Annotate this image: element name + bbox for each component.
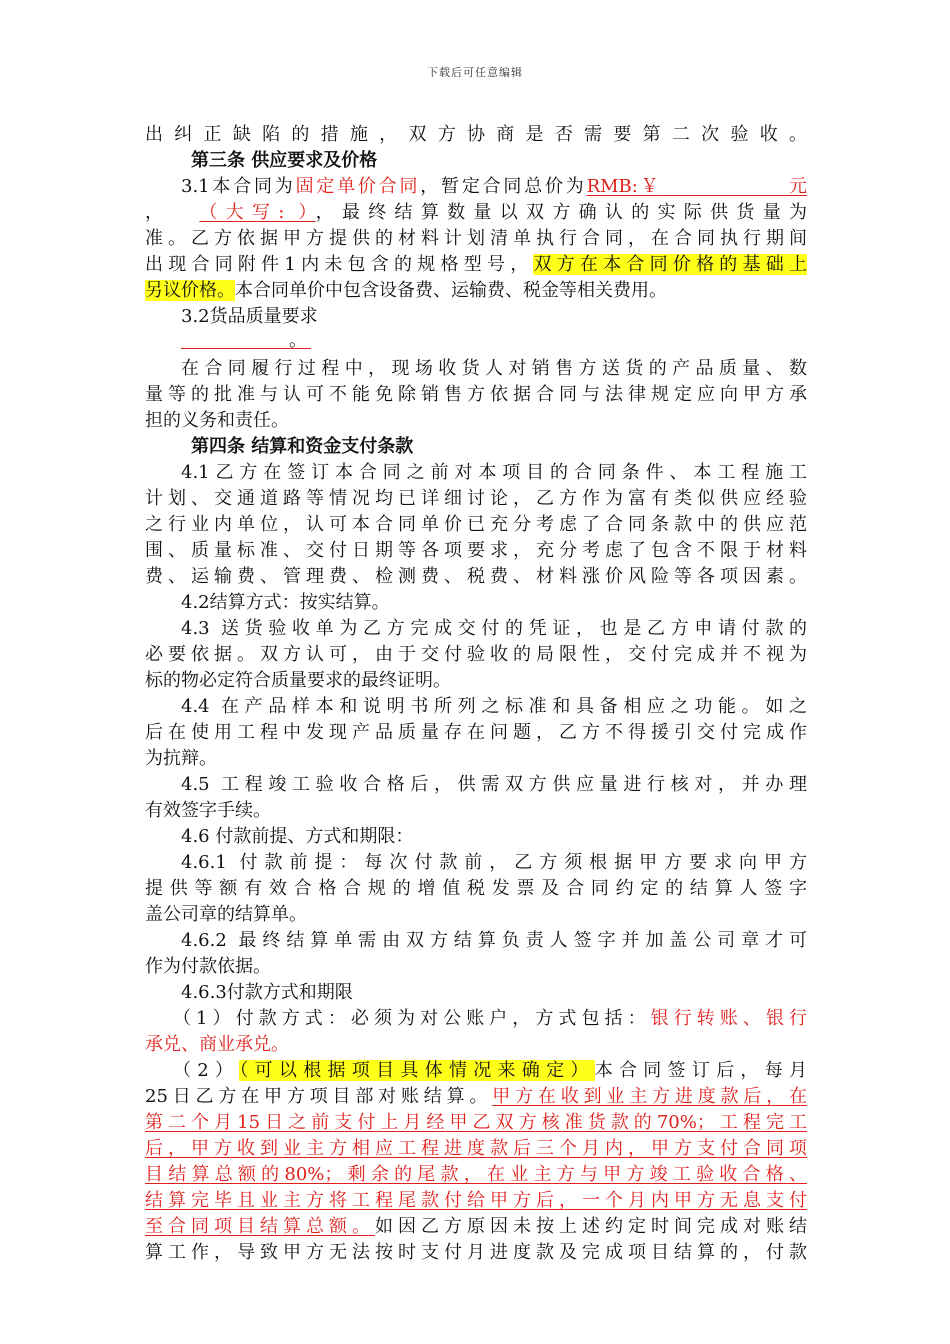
text-line: 提供等额有效合格合规的增值税发票及合同约定的结算人签字 — [145, 878, 807, 899]
document-body — [145, 122, 807, 1266]
text-line: 算工作，导致甲方无法按时支付月进度款及完成项目结算的，付款 — [145, 1242, 807, 1263]
payment-terms-line: 目结算总额的80%；剩余的尾款，在业主方与甲方竣工验收合格、 — [145, 1164, 807, 1185]
text-line: 4.1乙方在签订本合同之前对本项目的合同条件、本工程施工 — [181, 462, 807, 483]
text-line: 费、运输费、管理费、检测费、税费、材料涨价风险等各项因素。 — [145, 566, 807, 587]
highlight: （可以根据项目具体情况来确定） — [239, 1060, 595, 1081]
text-line: （1）付款方式：必须为对公账户，方式包括：银行转账、银行 — [173, 1008, 807, 1029]
text-line: 作为付款依据。 — [145, 956, 271, 977]
payment-terms-line: 后，甲方收到业主方相应工程进度款后三个月内，甲方支付合同项 — [145, 1138, 807, 1159]
text-line: 出纠正缺陷的措施，双方协商是否需要第二次验收。 — [145, 124, 807, 145]
article-4-heading: 第四条 结算和资金支付条款 — [191, 436, 414, 457]
payment-terms-line: 结算完毕且业主方将工程尾款付给甲方后，一个月内甲方无息支付 — [145, 1190, 807, 1211]
text-line: 至合同项目结算总额。如因乙方原因未按上述约定时间完成对账结 — [145, 1216, 807, 1237]
text-line: 3.1本合同为固定单价合同，暂定合同总价为RMB:￥ 元 — [181, 176, 807, 197]
payment-terms: 甲方在收到业主方进度款后，在 — [492, 1086, 807, 1107]
text-line: 计划、交通道路等情况均已详细讨论，乙方作为富有类似供应经验 — [145, 488, 807, 509]
contract-type: 固定单价合同 — [295, 176, 421, 197]
page-header: 下载后可任意编辑 — [427, 66, 523, 79]
text-line: 标的物必定符合质量要求的最终证明。 — [145, 670, 451, 691]
text-line: 必要依据。双方认可，由于交付验收的局限性，交付完成并不视为 — [145, 644, 807, 665]
text-line: 4.6.2 最终结算单需由双方结算负责人签字并加盖公司章才可 — [181, 930, 807, 951]
text-line: 为抗辩。 — [145, 748, 217, 769]
amount-in-words: （大写: ） — [199, 202, 316, 223]
text-line: 4.2结算方式：按实结算。 — [181, 592, 390, 613]
highlight: 另议价格。 — [145, 280, 235, 301]
text-line: 量等的批准与认可不能免除销售方依据合同与法律规定应向甲方承 — [145, 384, 807, 405]
text-line: 4.4 在产品样本和说明书所列之标准和具备相应之功能。如之 — [181, 696, 807, 717]
text-line: 4.6 付款前提、方式和期限： — [181, 826, 414, 847]
text-line: 盖公司章的结算单。 — [145, 904, 307, 925]
text-line: ， （大写: ），最终结算数量以双方确认的实际供货量为 — [145, 202, 807, 223]
text-line: 出现合同附件1内未包含的规格型号，双方在本合同价格的基础上 — [145, 254, 807, 275]
text-line: 4.6.3付款方式和期限 — [181, 982, 353, 1003]
text-line: 担的义务和责任。 — [145, 410, 289, 431]
text-line: 4.6.1 付款前提：每次付款前，乙方须根据甲方要求向甲方 — [181, 852, 807, 873]
text-line: 后在使用工程中发现产品质量存在问题，乙方不得援引交付完成作 — [145, 722, 807, 743]
text-line — [145, 1032, 807, 1058]
text-line: 围、质量标准、交付日期等各项要求，充分考虑了包含不限于材料 — [145, 540, 807, 561]
text-line: 4.5 工程竣工验收合格后，供需双方供应量进行核对，并办理 — [181, 774, 807, 795]
article-3-heading: 第三条 供应要求及价格 — [191, 150, 378, 171]
text-line: 3.2货品质量要求 — [181, 306, 318, 327]
highlight: 双方在本合同价格的基础上 — [533, 254, 807, 275]
text-line: 25日乙方在甲方项目部对账结算。甲方在收到业主方进度款后，在 — [145, 1086, 807, 1107]
fill-in-blank: 。 — [181, 330, 311, 349]
text-line: （2）（可以根据项目具体情况来确定）本合同签订后，每月 — [173, 1060, 807, 1081]
quality-blank-line — [145, 330, 807, 356]
payment-methods: 银行转账、银行 — [650, 1008, 807, 1029]
text-line: 有效签字手续。 — [145, 800, 271, 821]
payment-terms: 至合同项目结算总额。 — [145, 1216, 375, 1237]
payment-terms-line: 第二个月15日之前支付上月经甲乙双方核准货款的70%；工程完工 — [145, 1112, 807, 1133]
payment-methods: 承兑、商业承兑。 — [145, 1034, 289, 1055]
text-line: 另议价格。本合同单价中包含设备费、运输费、税金等相关费用。 — [145, 280, 667, 301]
text-line: 之行业内单位，认可本合同单价已充分考虑了合同条款中的供应范 — [145, 514, 807, 535]
text-line: 4.3 送货验收单为乙方完成交付的凭证，也是乙方申请付款的 — [181, 618, 807, 639]
text-line: 在合同履行过程中，现场收货人对销售方送货的产品质量、数 — [181, 358, 807, 379]
contract-amount-rmb: RMB:￥ 元 — [586, 176, 807, 197]
text-line: 准。乙方依据甲方提供的材料计划清单执行合同，在合同执行期间 — [145, 228, 807, 249]
